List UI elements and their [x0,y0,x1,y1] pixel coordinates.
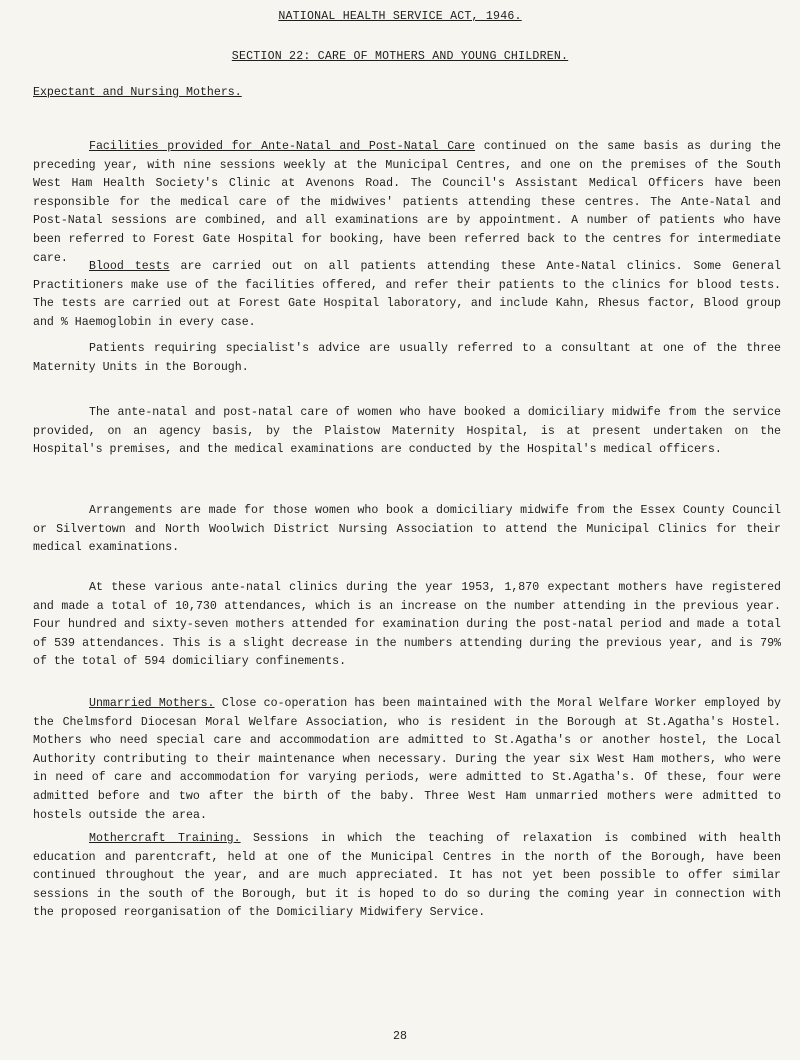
paragraph-text: continued on the same basis as during the preceding year, with nine sessions weekly at the Municipal Centres, and one on the premises of the South West Ham Health Society's Clinic at Avenons Road. The Council's Assistant Medical Officers have been responsible for the medical care of the midwives' patients attending these centres. The Ante-Natal and Post-Natal sessions are combined, and all examinations are by appointment. A number of patients who have been referred to Forest Gate Hospital for booking, have been referred back to the centres for intermediate care. [33,140,782,265]
paragraph-text: At these various ante-natal clinics during the year 1953, 1,870 expectant mothers have registered and made a total of 10,730 attendances, which is an increase on the number attending in the previous year. Four hundred and sixty-seven mothers attended for examination during the post-natal period and made a total of 539 attendances. This is a slight decrease in the numbers attending during the previous year, and is 79% of the total of 594 domiciliary confinements. [33,581,781,669]
paragraph-lead: Blood tests [89,260,170,273]
paragraph-mothercraft-training [33,830,781,923]
act-title: NATIONAL HEALTH SERVICE ACT, 1946. [278,10,522,23]
section-title: SECTION 22: CARE OF MOTHERS AND YOUNG CHILDREN. [231,50,569,63]
paragraph-antenatal-facilities [33,138,781,268]
paragraph-plaistow-care [33,404,781,460]
section-heading: Expectant and Nursing Mothers. [33,86,242,99]
paragraph-text: Patients requiring specialist's advice are usually referred to a consultant at one of the three Maternity Units in the Borough. [33,342,781,374]
paragraph-text: Sessions in which the teaching of relaxation is combined with health education and parentcraft, held at one of the Municipal Centres in the north of the Borough, have been continued throughout the year, and are much appreciated. It has not yet been possible to offer similar sessions in the south of the Borough, but it is hoped to do so during the coming year in connection with the proposed reorganisation of the Domiciliary Midwifery Service. [33,832,781,920]
paragraph-arrangements [33,502,781,558]
paragraph-lead: Unmarried Mothers. [89,697,215,710]
paragraph-lead: Facilities provided for Ante-Natal and Post-Natal Care [89,140,476,153]
paragraph-text: are carried out on all patients attending these Ante-Natal clinics. Some General Practitioners make use of the facilities offered, and refer their patients to the clinics for blood tests. The tests are carried out at Forest Gate Hospital laboratory, and include Kahn, Rhesus factor, Blood group and % Haemoglobin in every case. [33,260,781,329]
paragraph-text: Close co-operation has been maintained with the Moral Welfare Worker employed by the Chelmsford Diocesan Moral Welfare Association, who is resident in the Borough at St.Agatha's Hostel. Mothers who need special care and accommodation are admitted to St.Agatha's or another hostel, the Local Authority contributing to their maintenance when necessary. During the year six West Ham mothers, who were in need of care and accommodation for varying periods, were admitted to St.Agatha's. Of these, four were admitted before and two after the birth of the baby. Three West Ham unmarried mothers were admitted to hostels outside the area. [33,697,781,822]
paragraph-lead: Mothercraft Training. [89,832,241,845]
paragraph-text: The ante-natal and post-natal care of women who have booked a domiciliary midwife from the service provided, on an agency basis, by the Plaistow Maternity Hospital, is at present undertaken on the Hospital's premises, and the medical examinations are conducted by the Hospital's medical officers. [33,406,781,457]
paragraph-blood-tests [33,258,781,332]
paragraph-text: Arrangements are made for those women who book a domiciliary midwife from the Essex County Council or Silvertown and North Woolwich District Nursing Association to attend the Municipal Clinics for their medical examinations. [33,504,781,555]
paragraph-unmarried-mothers [33,695,781,825]
page-number: 28 [393,1030,407,1043]
paragraph-specialist-advice [33,340,781,377]
paragraph-attendance-statistics [33,579,781,672]
